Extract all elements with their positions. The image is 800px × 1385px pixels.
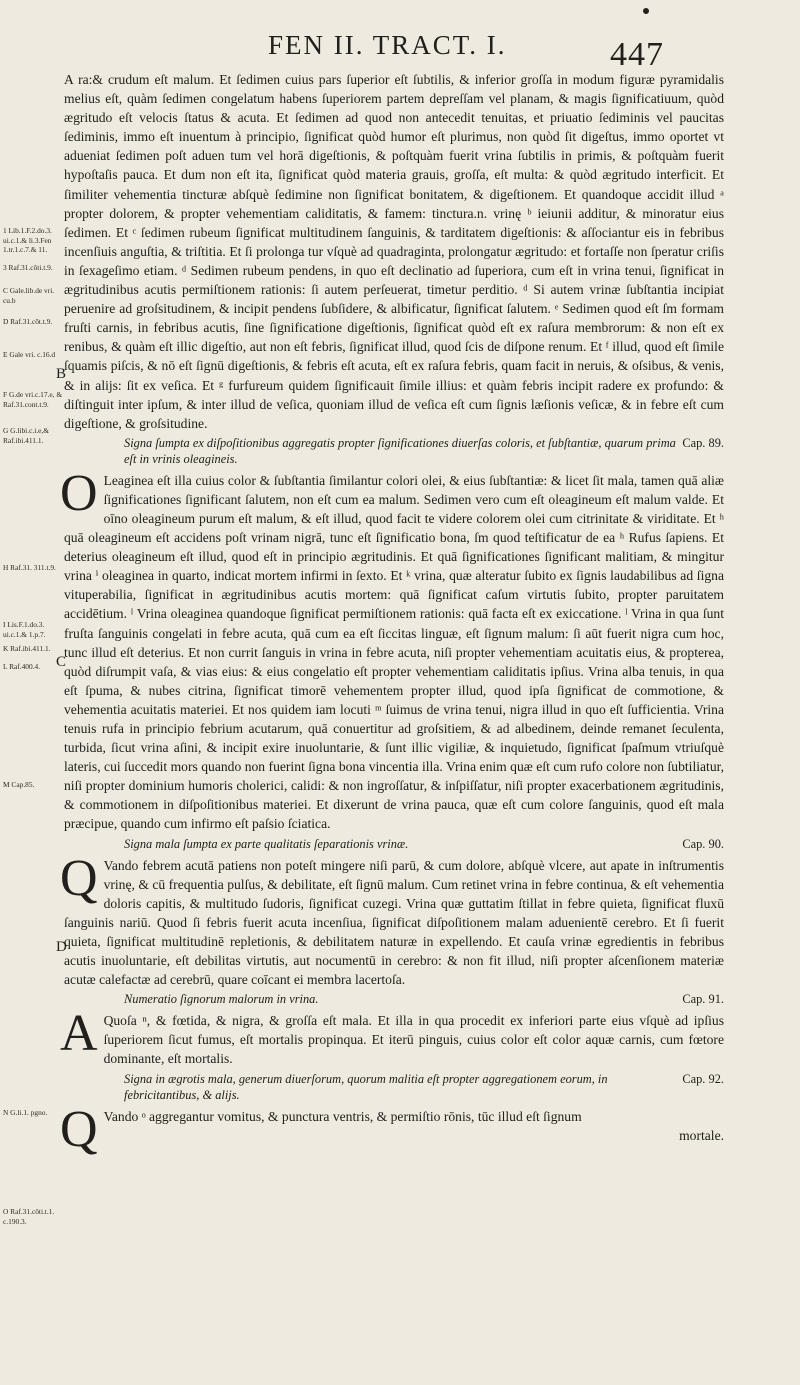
chapter-heading [124, 435, 724, 467]
chapter-number: Cap. 90. [682, 836, 724, 851]
margin-note: M Cap.85. [3, 780, 35, 789]
paragraph [60, 464, 724, 834]
chapter-number: Cap. 92. [682, 1071, 724, 1086]
chapter-heading [124, 1071, 724, 1103]
paragraph-text: Vando febrem acutā patiens non poteſt mingere niſi parū, & cum dolore, abſquè vlcere, aut apate in inſtrumentis vrinę, & cū frequentia pulſus, & debilitate, eſt ſignū malum. Cum retinet vrina in febre continua, & eſt vehementia doloris capitis, & multitudo ſudoris, ſignificat cuzegi. Vrina quæ guttatim ſtillat in febre quieta, ſignificat fluxū ſanguinis nariū. Quod ſi febris fuerit acuta incenſiua, ſignificat diſpoſitionem malam aduenientē cerebro. Et ſi fuerit quieta, ſignificat multitudinē repletionis, & debilitatem naturæ in expellendo. Et cauſa vrinæ egredientis in febribus acutis inuoluntarie, eſt debilitas virtutis, aut nocumentū in cerebro: & non fit illud, niſi propter aſcenſionem materiæ acutæ calefactæ ad cerebrū, quare coīcant ei membra lacertoſa. [64, 857, 724, 988]
chapter-title: Signa mala ſumpta ex parte qualitatis ſeparationis vrinæ. [124, 836, 409, 851]
margin-note: N G.li.1. pgno. [3, 1108, 48, 1117]
margin-letter: B [56, 366, 67, 382]
margin-note: F G.de vri.c.17.e, & Raf.31.cont.t.9. [3, 390, 63, 409]
margin-note: C Gale.lib.de vri. cu.b [3, 286, 55, 305]
paragraph [60, 1005, 724, 1068]
chapter-heading [124, 836, 724, 852]
drop-cap: Q [60, 1100, 98, 1158]
margin-letter: D [56, 939, 67, 955]
margin-note: 1 Lib.1.F.2.do.3. ui.c.1.& li.3.Fen 1.tr.1.c.7.& 11. [3, 226, 52, 255]
margin-note: I Lis.F.1.do.3. ui.c.1.& 1.p.7. [3, 620, 46, 639]
chapter-title: Numeratio ſignorum malorum in vrina. [124, 992, 319, 1007]
chapter-number: Cap. 89. [682, 435, 724, 450]
drop-cap: Q [60, 849, 98, 907]
text-column [60, 70, 724, 1158]
catchword: mortale. [679, 1127, 724, 1143]
margin-note: L Raf.400.4. [3, 662, 41, 671]
drop-cap: A [60, 1005, 98, 1063]
margin-note: K Raf.ibi.411.1. [3, 644, 51, 653]
paragraph-text: Vando ᵒ aggregantur vomitus, & punctura ventris, & permiſtio rōnis, tūc illud eſt ſignum [103, 1108, 582, 1124]
ink-dot [643, 8, 649, 14]
margin-note: E Gale vri. c.16.d [3, 350, 56, 359]
margin-note: H Raf.31. 311.t.9. [3, 563, 56, 572]
running-head: FEN II. TRACT. I. [268, 30, 507, 60]
paragraph: A ra:& crudum eſt malum. Et ſedimen cuius pars ſuperior eſt ſubtilis, & inferior groſſa in modum figuræ pyramidalis melius eſt, quàm ſedimen congelatum habens ſuperiorem partem depreſſam vel planam, & magis ſignificatiuum, quòd ægritudo eſt velocis ſtatus & acuta. Et ſedimen ad quod non antecedit tenuitas, et priuatio ſediminis vel paucitas ſediminis, immo eſt inuentum à principio, ſignificat quòd humor eſt plurimus, non quòd ſit digeſtus, immo oportet vt adueniat ſedimen poſt aduen tum vel horā digeſtionis, & poſtquàm fuerit vrina ſubtilis in primis, & poſtquàm fuerit hypoſtaſis pauca. Et dum non eſt ita, ſignificat quòd materia grauis, groſſa, eſt multa: & quòd ægritudo interficit. Et ſimiliter vehementia tincturæ abſquè ſedimine non ſignificat bonitatem, & digeſtionem. Et quandoque accidit illud ᵃ propter dolorem, & propter vehementiam caliditatis, & famem: tinctura.n. vrinę ᵇ ieiunii additur, & minoratur eius ſedimen. Et ᶜ ſedimen rubeum ſignificat multitudinem ſanguinis, & tarditatem digeſtionis: & aſſociantur eis in febribus incenſiuis anguſtia, & triſtitia. Et ſi prolonga tur vſquè ad quadraginta, prolongatur ægritudo: et fortaſſe non ſperatur criſis in ſexageſimo etiam. ᵈ Sedimen rubeum pendens, in quo eſt declinatio ad ſuperiora, cum eſt in vrina tenui, ſignificat in ægritudinibus acutis permiſtionem rationis: ſi autem perſeuerat, timetur perditio. ᵈ Si autem vrinæ ſubſtantia incipiat peruenire ad groſsitudinem, & incipit pendens ſubſidere, & albificatur, ſignificat ſalutem. ᵉ Sedimen quod eſt ſm formam fruſti carnis, in febribus acutis, ſine ſignificatione digeſtionis, ſignificat quòd eſt ex raſura membrorum: & non eſt ex renibus, & quàm eſt illic digeſtio, aut non eſt febris, ſignificat illud, quod ſcis de diſpone renum. Et ᶠ illud, quod eſt ſimile ſquamis piſcis, & nō eſt ſignū digeſtionis, & febris eſt acuta, eſt ex raſura febris, quam facit in neruis, & oſsibus, & venis, & in alijs: ſit ex veſica. Et ᵍ furfureum quidem ſignificauit ſimile illius: et quàm febris incipit radere ex profundo: & diſtinguit inter ipſum, & inter illud de veſica, quoniam illud de veſica eſt cum ſignis læſionis veſicæ, & in febre eſt cum digeſtione, & groſsitudine. [64, 72, 724, 431]
drop-cap: O [60, 464, 98, 522]
margin-note: D Raf.31.cõt.t.9. [3, 317, 53, 326]
chapter-number: Cap. 91. [682, 992, 724, 1007]
paragraph [60, 849, 724, 990]
paragraph-text: Quoſa ⁿ, & fœtida, & nigra, & groſſa eſt mala. Et illa in qua procedit ex inferiori parte eius vſquè ad ipſius ſuperiorem ſicut fumus, eſt mortalis propinqua. Et iterū pinguis, cuius color eſt color aquæ carnis, cum fœtore dominante, eſt mortalis. [103, 1013, 724, 1067]
margin-letter: C [56, 654, 67, 670]
paragraph-text: Leaginea eſt illa cuius color & ſubſtantia ſimilantur colori olei, & eius ſubſtantiæ: & licet ſit mala, tamen quā aliæ ſignificationes ſignificant ſalutem, non eſt cum ea malum. Sedimen vero cum eſt oleagineum eſt malum valde. Et oīno oleagineum purum eſt malum, & eſt illud, quod facit te videre colorem olei cum citrinitate & viriditate. Et ʰ quā oleagineum eſt accidens poſt vrinam nigrā, tunc eſt ſignificatio bona, ſm quod teſtificatur de ea ʰ Rufus ſapiens. Et deterius oleagineum eſt illud, quod eſt in principio ægritudinis. Et quā ſignificationes ſignificant malitiam, & mingitur vrina ⁱ oleaginea in quarto, indicat mortem infirmi in ſexto. Et ᵏ vrina, quæ alteratur ſubito ex ſignis laudabilibus ad ſigna vituperabilia, ſignificat in ægritudinibus acutis mortem: quā ſignificat caſum virtutis ſubito, propter paruitatem accidētium. ˡ Vrina oleaginea quandoque ſignificat permiſtionem rationis: quā facta eſt ex exiccatione. ˡ Vrina in qua ſunt fruſta ſanguinis congelati in febre acuta, quā cum ea eſt ſiccitas linguæ, eſt ſignum malum: ſi aūt fuerit nigra cum hoc, tunc illud eſt deterius. Et non currit ſanguis in vrina in febre acuta, niſi propter vehementiam acuitatis eius, & propterea, quòd diſrumpit vaſa, & vias eius: & eius congelatio eſt propter vehementiam caliditatis ipſius. Vrina alba tenuis, in qua eſt ſpuma, & nubes citrina, ſignificat timorē vehementem propter illud, quod ipſa ſignificat de commotione, & vehementia acuitatis materiei. Et nos quidem iam locuti ᵐ ſuimus de vrina tenui, nigra illud in quo eſt ſufficientia. Vrina tenuis rufa in principio febrium acutarum, quā conuertitur ad groſsitiem, & ad albedinem, deinde remanet ſeculenta, turbida, ſicut vrina aſini, & incipit exire inuoluntarie, & ſunt illic vigiliæ, & inquietudo, ſignificat ſpaſmum vtriuſquè lateris, cui ſuccedit mors quando non fuerint ſigna bona vincentia illa. Vrina enim quæ eſt cum rufo colore non ſubtiliatur, niſi propter dominium humoris cholerici, calidi: & non ingroſſatur, & inſpiſſatur, niſi propter exacerbationem ægritudinis, & commotionem in diſpoſitionibus materiei. Et dixerunt de vrina pauca, quæ eſt cum colore ſanguinis, quod eſt mala præcipue, quando cum infirmo eſt paſsio ſciatica. [64, 472, 724, 832]
chapter-title: Signa ſumpta ex diſpoſitionibus aggregatis propter ſignificationes diuerſas coloris, et ſubſtantiæ, quarum prima eſt in vrinis oleagineis. [124, 435, 676, 466]
chapter-title: Signa in ægrotis mala, generum diuerſorum, quorum malitia eſt propter aggregationem eorum, in febricitantibus, & alijs. [124, 1071, 608, 1102]
chapter-heading [124, 991, 724, 1007]
margin-note: 3 Raf.31.cõti.t.9. [3, 263, 53, 272]
margin-note: G G.libi.c.i.e,& Raf.ibi.411.1. [3, 426, 49, 445]
margin-note: O Raf.31.cõti.t.1. c.190.3. [3, 1207, 55, 1226]
page-number: 447 [610, 36, 664, 73]
